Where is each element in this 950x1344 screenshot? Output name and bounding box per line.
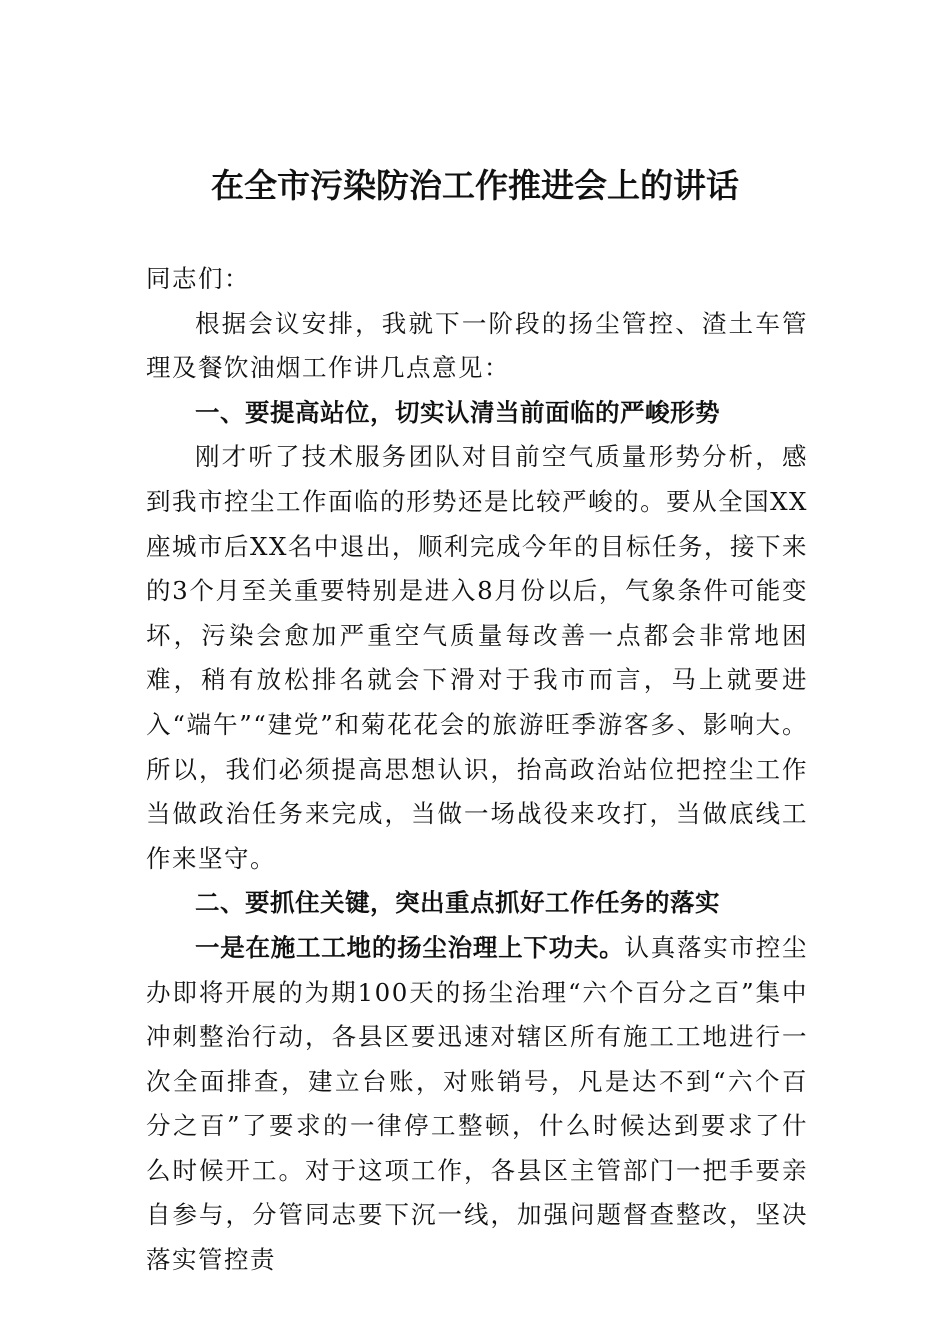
document-title: 在全市污染防治工作推进会上的讲话 <box>211 166 739 205</box>
section-1-heading: 一、要提高站位，切实认清当前面临的严峻形势 <box>195 397 720 427</box>
section-2-lead: 一是在施工工地的扬尘治理上下功夫。 <box>195 932 625 962</box>
section-2-text: 认真落实市控尘办即将开展的为期100天的扬尘治理“六个百分之百”集中冲刺整治行动，各县区要迅速对辖区所有施工工地进行一次全面排查，建立台账，对账销号，凡是达不到“六个百分之百”了要求的一律停工整顿，什么时候达到要求了什么时候开工。对于这项工作，各县区主管部门一把手要亲自参与，分管同志要下沉一线，加强问题督查整改，坚决落实管控责 <box>146 932 809 1275</box>
section-2-paragraph <box>146 926 808 1283</box>
section-1-paragraph: 刚才听了技术服务团队对目前空气质量形势分析，感到我市控尘工作面临的形势还是比较严峻的。要从全国XX座城市后XX名中退出，顺利完成今年的目标任务，接下来的3个月至关重要特别是进入8月份以后，气象条件可能变坏，污染会愈加严重空气质量每改善一点都会非常地困难，稍有放松排名就会下滑对于我市而言，马上就要进入“端午”“建党”和菊花花会的旅游旺季游客多、影响大。所以，我们必须提高思想认识，抬高政治站位把控尘工作当做政治任务来完成，当做一场战役来攻打，当做底线工作来坚守。 <box>146 442 808 873</box>
salutation: 同志们： <box>146 264 250 293</box>
section-2-heading: 二、要抓住关键，突出重点抓好工作任务的落实 <box>195 888 720 918</box>
intro-paragraph: 根据会议安排，我就下一阶段的扬尘管控、渣土车管理及餐饮油烟工作讲几点意见： <box>146 308 808 383</box>
document-body <box>146 257 808 1283</box>
